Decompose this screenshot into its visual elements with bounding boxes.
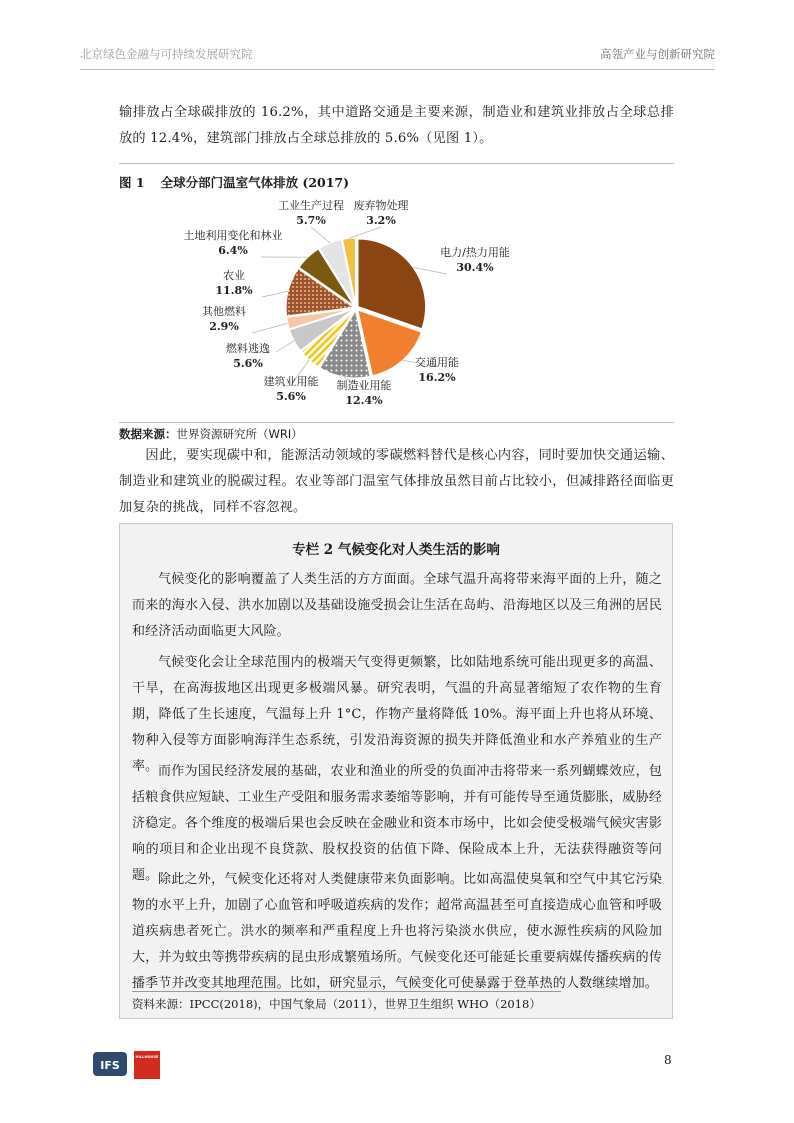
- pie-slice-value: 5.6%: [233, 357, 263, 370]
- pie-slice-label: 燃料逃逸: [226, 342, 270, 355]
- pie-slice-label: 电力/热力用能: [440, 246, 510, 259]
- pie-slice-value: 12.4%: [345, 394, 383, 407]
- header-institute-left: 北京绿色金融与可持续发展研究院: [80, 47, 253, 61]
- pie-leader-line: [262, 291, 288, 297]
- page-header: [80, 40, 715, 70]
- pie-slice-value: 30.4%: [456, 261, 494, 274]
- column-box: [119, 523, 673, 1019]
- pie-slice-label: 农业: [223, 269, 245, 282]
- box-paragraph-4: 除此之外，气候变化还将对人类健康带来负面影响。比如高温使臭氧和空气中其它污染物的水平上升，加剧了心血管和呼吸道疾病的发作；超常高温甚至可直接造成心血管和呼吸道疾病患者死亡。洪水的频率和严重程度上升也将污染淡水供应，使水源性疾病的风险加大，并为蚊虫等携带疾病的昆虫形成繁殖场所。气候变化还可能延长重要病媒传播疾病的传播季节并改变其地理范围。比如，研究显示，气候变化可使暴露于登革热的人数继续增加。: [132, 872, 662, 991]
- intro-paragraph: 输排放占全球碳排放的 16.2%，其中道路交通是主要来源，制造业和建筑业排放占全球总排放的 12.4%，建筑部门排放占全球总排放的 5.6%（见图 1）。: [119, 105, 674, 146]
- pie-slice-value: 16.2%: [418, 371, 456, 384]
- pie-slice-label: 土地利用变化和林业: [183, 229, 283, 242]
- pie-slice-label: 交通用能: [415, 356, 459, 369]
- box-source: 资料来源：IPCC(2018)，中国气象局（2011），世界卫生组织 WHO（2018）: [132, 997, 541, 1011]
- page-number: 8: [664, 1053, 672, 1067]
- pie-slice-value: 5.6%: [276, 390, 306, 403]
- pie-slice-value: 2.9%: [209, 320, 239, 333]
- box-paragraph-3: 而作为国民经济发展的基础，农业和渔业的所受的负面冲击将带来一系列蝴蝶效应，包括粮食供应短缺、工业生产受阻和服务需求萎缩等影响，并有可能传导至通货膨胀，威胁经济稳定。各个维度的极端后果也会反映在金融业和资本市场中，比如会使受极端气候灾害影响的项目和企业出现不良贷款、股权投资的估值下降、保险成本上升，无法获得融资等问题。: [132, 764, 662, 883]
- pie-slice-label: 其他燃料: [202, 305, 246, 318]
- pie-leader-line: [311, 227, 330, 243]
- pie-slice-label: 废弃物处理: [353, 199, 409, 212]
- box-source-rule: [132, 991, 561, 992]
- pie-leader-line: [413, 267, 447, 274]
- pie-slice-value: 6.4%: [218, 244, 248, 257]
- figure-top-rule: [119, 163, 674, 164]
- box-paragraph-2: 气候变化会让全球范围内的极端天气变得更频繁，比如陆地系统可能出现更多的高温、干旱，在高海拔地区出现更多极端风暴。研究表明，气温的升高显著缩短了农作物的生育期，降低了生长速度，气温每上升 1°C，作物产量将降低 10%。海平面上升也将从环境、物种入侵等方面影响海洋生态系统，引发沿海资源的损失并降低渔业和水产养殖业的生产率。: [132, 655, 662, 774]
- ifs-logo-text: IFS: [100, 1059, 120, 1072]
- figure-caption: [119, 173, 349, 191]
- data-source-text: 世界资源研究所（WRI）: [176, 427, 303, 441]
- pie-slice-label: 制造业用能: [336, 379, 392, 392]
- ifs-hillhouse-logo: [93, 1051, 163, 1081]
- hillhouse-logo-text: HILLHOUSE: [135, 1055, 159, 1059]
- box-title: 专栏 2 气候变化对人类生活的影响: [292, 542, 500, 558]
- box-paragraph-1: 气候变化的影响覆盖了人类生活的方方面面。全球气温升高将带来海平面的上升，随之而来的海水入侵、洪水加剧以及基础设施受损会让生活在岛屿、沿海地区以及三角洲的居民和经济活动面临更大风险。: [132, 572, 662, 639]
- pie-leader-line: [276, 341, 294, 352]
- pie-slice-value: 5.7%: [296, 214, 326, 227]
- pie-slice-value: 11.8%: [215, 284, 253, 297]
- after-paragraph: 因此，要实现碳中和，能源活动领域的零碳燃料替代是核心内容，同时要加快交通运输、制造业和建筑业的脱碳过程。农业等部门温室气体排放虽然目前占比较小，但减排路径面临更加复杂的挑战，同样不容忽视。: [119, 448, 674, 515]
- pie-slice-label: 建筑业用能: [263, 375, 319, 388]
- pie-chart: [119, 193, 569, 419]
- figure-title: 全球分部门温室气体排放 (2017): [160, 175, 350, 190]
- data-source: [119, 426, 303, 442]
- pie-leader-line: [252, 323, 288, 333]
- figure-bottom-rule: [119, 422, 674, 423]
- data-source-label: 数据来源：: [119, 427, 177, 441]
- pie-slice-value: 3.2%: [366, 214, 396, 227]
- header-institute-right: 高瓴产业与创新研究院: [600, 47, 715, 61]
- pie-slice-label: 工业生产过程: [278, 199, 344, 212]
- pie-leader-line: [349, 227, 381, 238]
- figure-number: 图 1: [119, 175, 145, 190]
